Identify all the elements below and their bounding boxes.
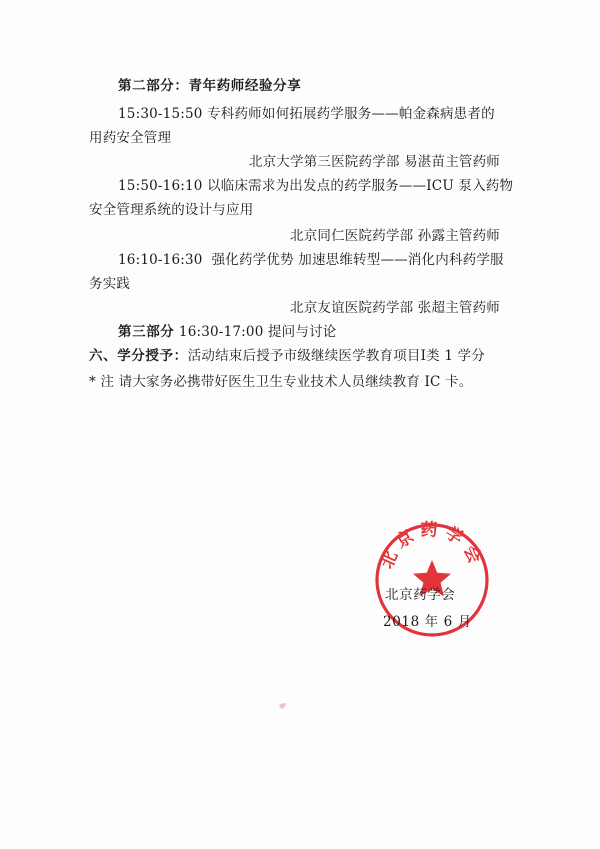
talk2-time: 15:50-16:10 <box>118 178 203 194</box>
talk2-line1 <box>118 176 513 196</box>
talk2-title-cont: 安全管理系统的设计与应用 <box>89 202 254 218</box>
signature-date: 2018 年 6 月 <box>383 614 472 630</box>
part3-heading: 第三部分 <box>118 324 175 340</box>
talk2-title: 以临床需求为出发点的药学服务——ICU 泵入药物 <box>207 178 514 194</box>
part2-heading: 第二部分：青年药师经验分享 <box>118 78 302 94</box>
talk3-title-cont: 务实践 <box>89 276 131 292</box>
talk3-line1 <box>118 250 504 270</box>
talk1-line1 <box>118 104 495 124</box>
ink-smudge-mark <box>276 700 290 712</box>
part3-time: 16:30-17:00 <box>178 324 264 340</box>
talk3-title: 强化药学优势 加速思维转型——消化内科药学服 <box>211 252 504 268</box>
credit-line <box>89 346 485 366</box>
seal-arc-text: 北京药学会 <box>377 520 487 572</box>
part3-line <box>118 322 336 342</box>
talk2-speaker: 北京同仁医院药学部 孙露主管药师 <box>290 228 500 244</box>
talk3-time: 16:10-16:30 <box>118 252 203 268</box>
talk3-speaker: 北京友谊医院药学部 张超主管药师 <box>290 300 500 316</box>
note-line: * 注 请大家务必携带好医生卫生专业技术人员继续教育 IC 卡。 <box>89 374 473 390</box>
part3-text: 提问与讨论 <box>267 324 337 340</box>
talk1-speaker: 北京大学第三医院药学部 易湛苗主管药师 <box>248 154 500 170</box>
talk1-title-cont: 用药安全管理 <box>89 130 172 146</box>
signature-org: 北京药学会 <box>385 587 456 603</box>
credit-text: 活动结束后授予市级继续医学教育项目Ⅰ类 1 学分 <box>187 348 486 364</box>
talk1-title: 专科药师如何拓展药学服务——帕金森病患者的 <box>207 106 495 122</box>
talk1-time: 15:30-15:50 <box>118 106 203 122</box>
credit-heading: 六、学分授予： <box>89 348 188 364</box>
